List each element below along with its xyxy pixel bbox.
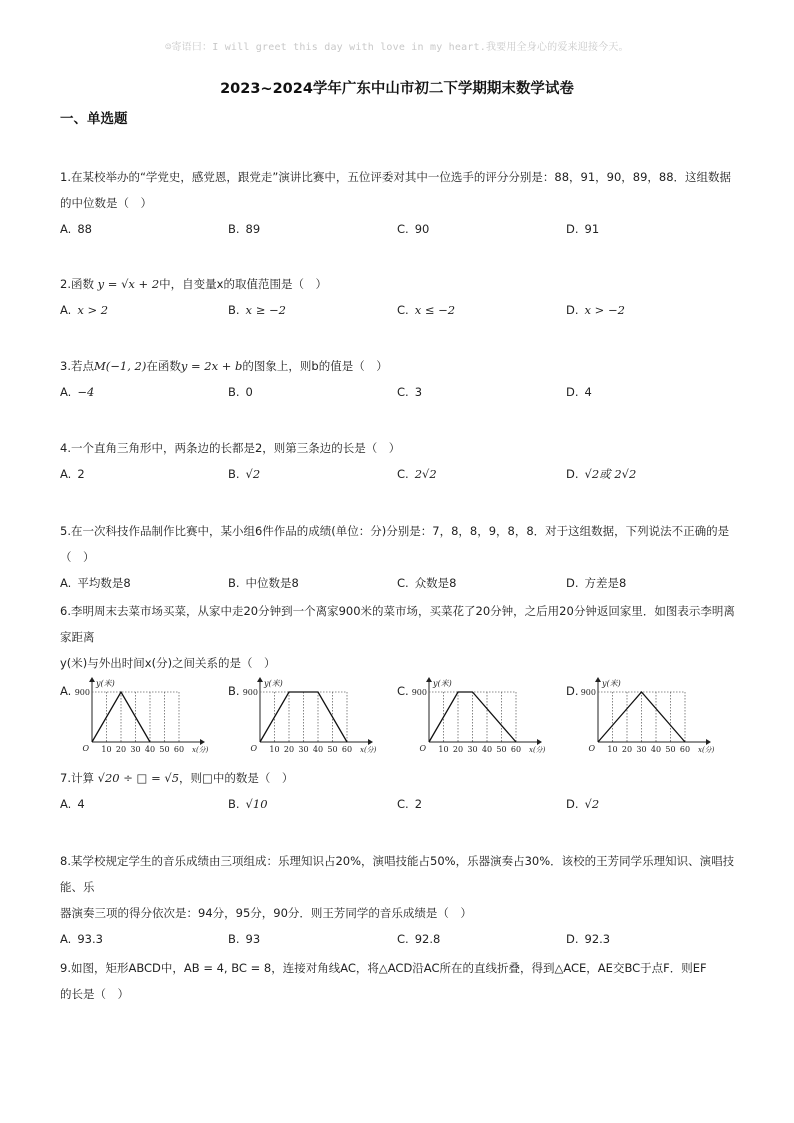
options-row <box>60 926 740 948</box>
option-c[interactable]: C. 90 <box>397 222 430 236</box>
option-a[interactable]: A. 88 <box>60 222 92 236</box>
option-d[interactable]: D. 4 <box>566 385 592 399</box>
graph-a <box>74 676 208 764</box>
x-tick-label: 20 <box>452 745 464 754</box>
x-tick-label: 20 <box>283 745 295 754</box>
option-a[interactable]: A. 4 <box>60 797 85 811</box>
x-tick-label: 30 <box>130 745 141 754</box>
origin-label: O <box>250 744 257 753</box>
y-axis-arrow <box>89 677 95 682</box>
y-axis-label: y(米) <box>264 679 283 688</box>
y-tick-label: 900 <box>580 688 596 697</box>
x-tick-label: 10 <box>438 745 449 754</box>
option-c[interactable]: C. 2√2 <box>397 467 437 481</box>
question-stem: 9.如图，矩形ABCD中，AB = 4, BC = 8，连接对角线AC，将△ACD沿AC所在的直线折叠，得到△ACE，AE交BC于点F．则EF 的长是（ ） <box>60 961 707 1001</box>
x-tick-label: 60 <box>341 745 353 754</box>
question-4 <box>60 435 740 483</box>
question-stem: 5.在一次科技作品制作比赛中，某小组6件作品的成绩(单位：分)分别是：7，8，8，9，8，8．对于这组数据，下列说法不正确的是（ ） <box>60 524 730 564</box>
question-1 <box>60 164 740 238</box>
question-stem: 2.函数 y = √x + 2中，自变量x的取值范围是（ ） <box>60 277 327 291</box>
x-tick-label: 10 <box>101 745 112 754</box>
option-c[interactable]: C. 众数是8 <box>397 576 457 590</box>
x-tick-label: 40 <box>312 745 324 754</box>
x-tick-label: 20 <box>621 745 633 754</box>
option-a[interactable]: A. 平均数是8 <box>60 576 131 590</box>
x-tick-label: 20 <box>115 745 127 754</box>
y-axis-arrow <box>426 677 432 682</box>
option-c[interactable]: C. 2 <box>397 797 423 811</box>
question-8 <box>60 848 740 948</box>
option-b[interactable]: B. √2 <box>228 467 261 481</box>
option-b[interactable]: B. 89 <box>228 222 261 236</box>
option-d[interactable]: D. 91 <box>566 222 600 236</box>
x-tick-label: 50 <box>496 745 507 754</box>
watermark-motto: ☺寄语曰：I will greet this day with love in my heart.我要用全身心的爱来迎接今天。 <box>165 42 629 53</box>
x-axis-arrow <box>706 739 711 745</box>
option-d[interactable]: D. 92.3 <box>566 932 611 946</box>
x-tick-label: 10 <box>269 745 280 754</box>
x-axis-arrow <box>368 739 373 745</box>
x-tick-label: 30 <box>298 745 309 754</box>
y-axis-arrow <box>595 677 601 682</box>
option-b[interactable]: B. 0 <box>228 385 253 399</box>
options-row <box>60 297 740 319</box>
x-tick-label: 30 <box>636 745 647 754</box>
option-b[interactable]: B. 93 <box>228 932 261 946</box>
y-axis-label: y(米) <box>602 679 621 688</box>
option-b[interactable]: B. x ≥ −2 <box>228 303 286 317</box>
option-b[interactable]: B. √10 <box>228 797 268 811</box>
x-tick-label: 60 <box>510 745 522 754</box>
x-tick-label: 60 <box>679 745 691 754</box>
page-title: 2023~2024学年广东中山市初二下学期期末数学试卷 <box>220 81 574 97</box>
x-tick-label: 10 <box>607 745 618 754</box>
option-c[interactable]: C. y(米) 900 O 10 20 30 40 50 60 x(分) <box>397 676 557 766</box>
question-2 <box>60 271 740 319</box>
x-tick-label: 50 <box>665 745 676 754</box>
graph-b <box>242 676 376 764</box>
y-axis-label: y(米) <box>96 679 115 688</box>
options-row <box>60 791 740 813</box>
origin-label: O <box>419 744 426 753</box>
x-tick-label: 40 <box>650 745 662 754</box>
options-row <box>60 379 740 401</box>
x-tick-label: 50 <box>327 745 338 754</box>
origin-label: O <box>82 744 89 753</box>
option-b[interactable]: B. 中位数是8 <box>228 576 299 590</box>
option-d[interactable]: D. √2 <box>566 797 600 811</box>
x-axis-label: x(分) <box>192 746 208 754</box>
option-c[interactable]: C. 92.8 <box>397 932 441 946</box>
y-axis-arrow <box>257 677 263 682</box>
option-a[interactable]: A. 2 <box>60 467 85 481</box>
graph-c <box>411 676 545 764</box>
question-7 <box>60 765 740 813</box>
x-axis-label: x(分) <box>360 746 376 754</box>
y-tick-label: 900 <box>74 688 90 697</box>
origin-label: O <box>588 744 595 753</box>
question-3 <box>60 353 740 401</box>
x-axis-arrow <box>537 739 542 745</box>
option-d[interactable]: D. x > −2 <box>566 303 625 317</box>
y-tick-label: 900 <box>411 688 427 697</box>
option-a[interactable]: A. y(米) 900 O 10 20 30 40 50 60 x(分) <box>60 676 220 766</box>
question-6 <box>60 598 740 766</box>
option-a[interactable]: A. −4 <box>60 385 95 399</box>
option-d[interactable]: D. 方差是8 <box>566 576 627 590</box>
options-row <box>60 461 740 483</box>
x-tick-label: 60 <box>173 745 185 754</box>
x-axis-label: x(分) <box>698 746 714 754</box>
x-axis-label: x(分) <box>529 746 545 754</box>
option-a[interactable]: A. 93.3 <box>60 932 103 946</box>
option-a[interactable]: A. x > 2 <box>60 303 109 317</box>
option-c[interactable]: C. x ≤ −2 <box>397 303 456 317</box>
option-d[interactable]: D. y(米) 900 O 10 20 30 40 50 60 x(分) <box>566 676 726 766</box>
question-stem: 1.在某校举办的“学党史，感党恩，跟党走”演讲比赛中，五位评委对其中一位选手的评分分别是：88，91，90，89，88．这组数据 的中位数是（ ） <box>60 170 732 210</box>
question-stem: 7.计算 √20 ÷ □ = √5，则□中的数是（ ） <box>60 771 294 785</box>
y-tick-label: 900 <box>242 688 258 697</box>
y-axis-label: y(米) <box>433 679 452 688</box>
section-heading: 一、单选题 <box>60 111 128 127</box>
question-5 <box>60 518 740 592</box>
question-stem: 4.一个直角三角形中，两条边的长都是2，则第三条边的长是（ ） <box>60 441 401 455</box>
x-tick-label: 50 <box>159 745 170 754</box>
x-tick-label: 40 <box>144 745 156 754</box>
x-tick-label: 40 <box>481 745 493 754</box>
options-row <box>60 216 740 238</box>
question-stem: 6.李明周末去菜市场买菜，从家中走20分钟到一个离家900米的菜市场，买菜花了20分钟，之后用20分钟返回家里．如图表示李明离家距离 y(米)与外出时间x(分)之间关系的是（ ） <box>60 604 735 670</box>
question-9 <box>60 955 740 1007</box>
question-stem: 3.若点M(−1, 2)在函数y = 2x + b的图象上，则b的值是（ ） <box>60 359 388 373</box>
option-b[interactable]: B. y(米) 900 O 10 20 30 40 50 60 x(分) <box>228 676 388 766</box>
option-d[interactable]: D. √2或 2√2 <box>566 467 637 481</box>
option-c[interactable]: C. 3 <box>397 385 423 399</box>
x-axis-arrow <box>200 739 205 745</box>
options-row <box>60 570 740 592</box>
x-tick-label: 30 <box>467 745 478 754</box>
question-stem: 8.某学校规定学生的音乐成绩由三项组成：乐理知识占20%，演唱技能占50%，乐器演奏占30%．该校的王芳同学乐理知识、演唱技能、乐 器演奏三项的得分依次是：94分，95分，90分．则王芳同学的音乐成绩是（ ） <box>60 854 735 920</box>
graph-options <box>60 676 740 766</box>
graph-d <box>580 676 714 764</box>
